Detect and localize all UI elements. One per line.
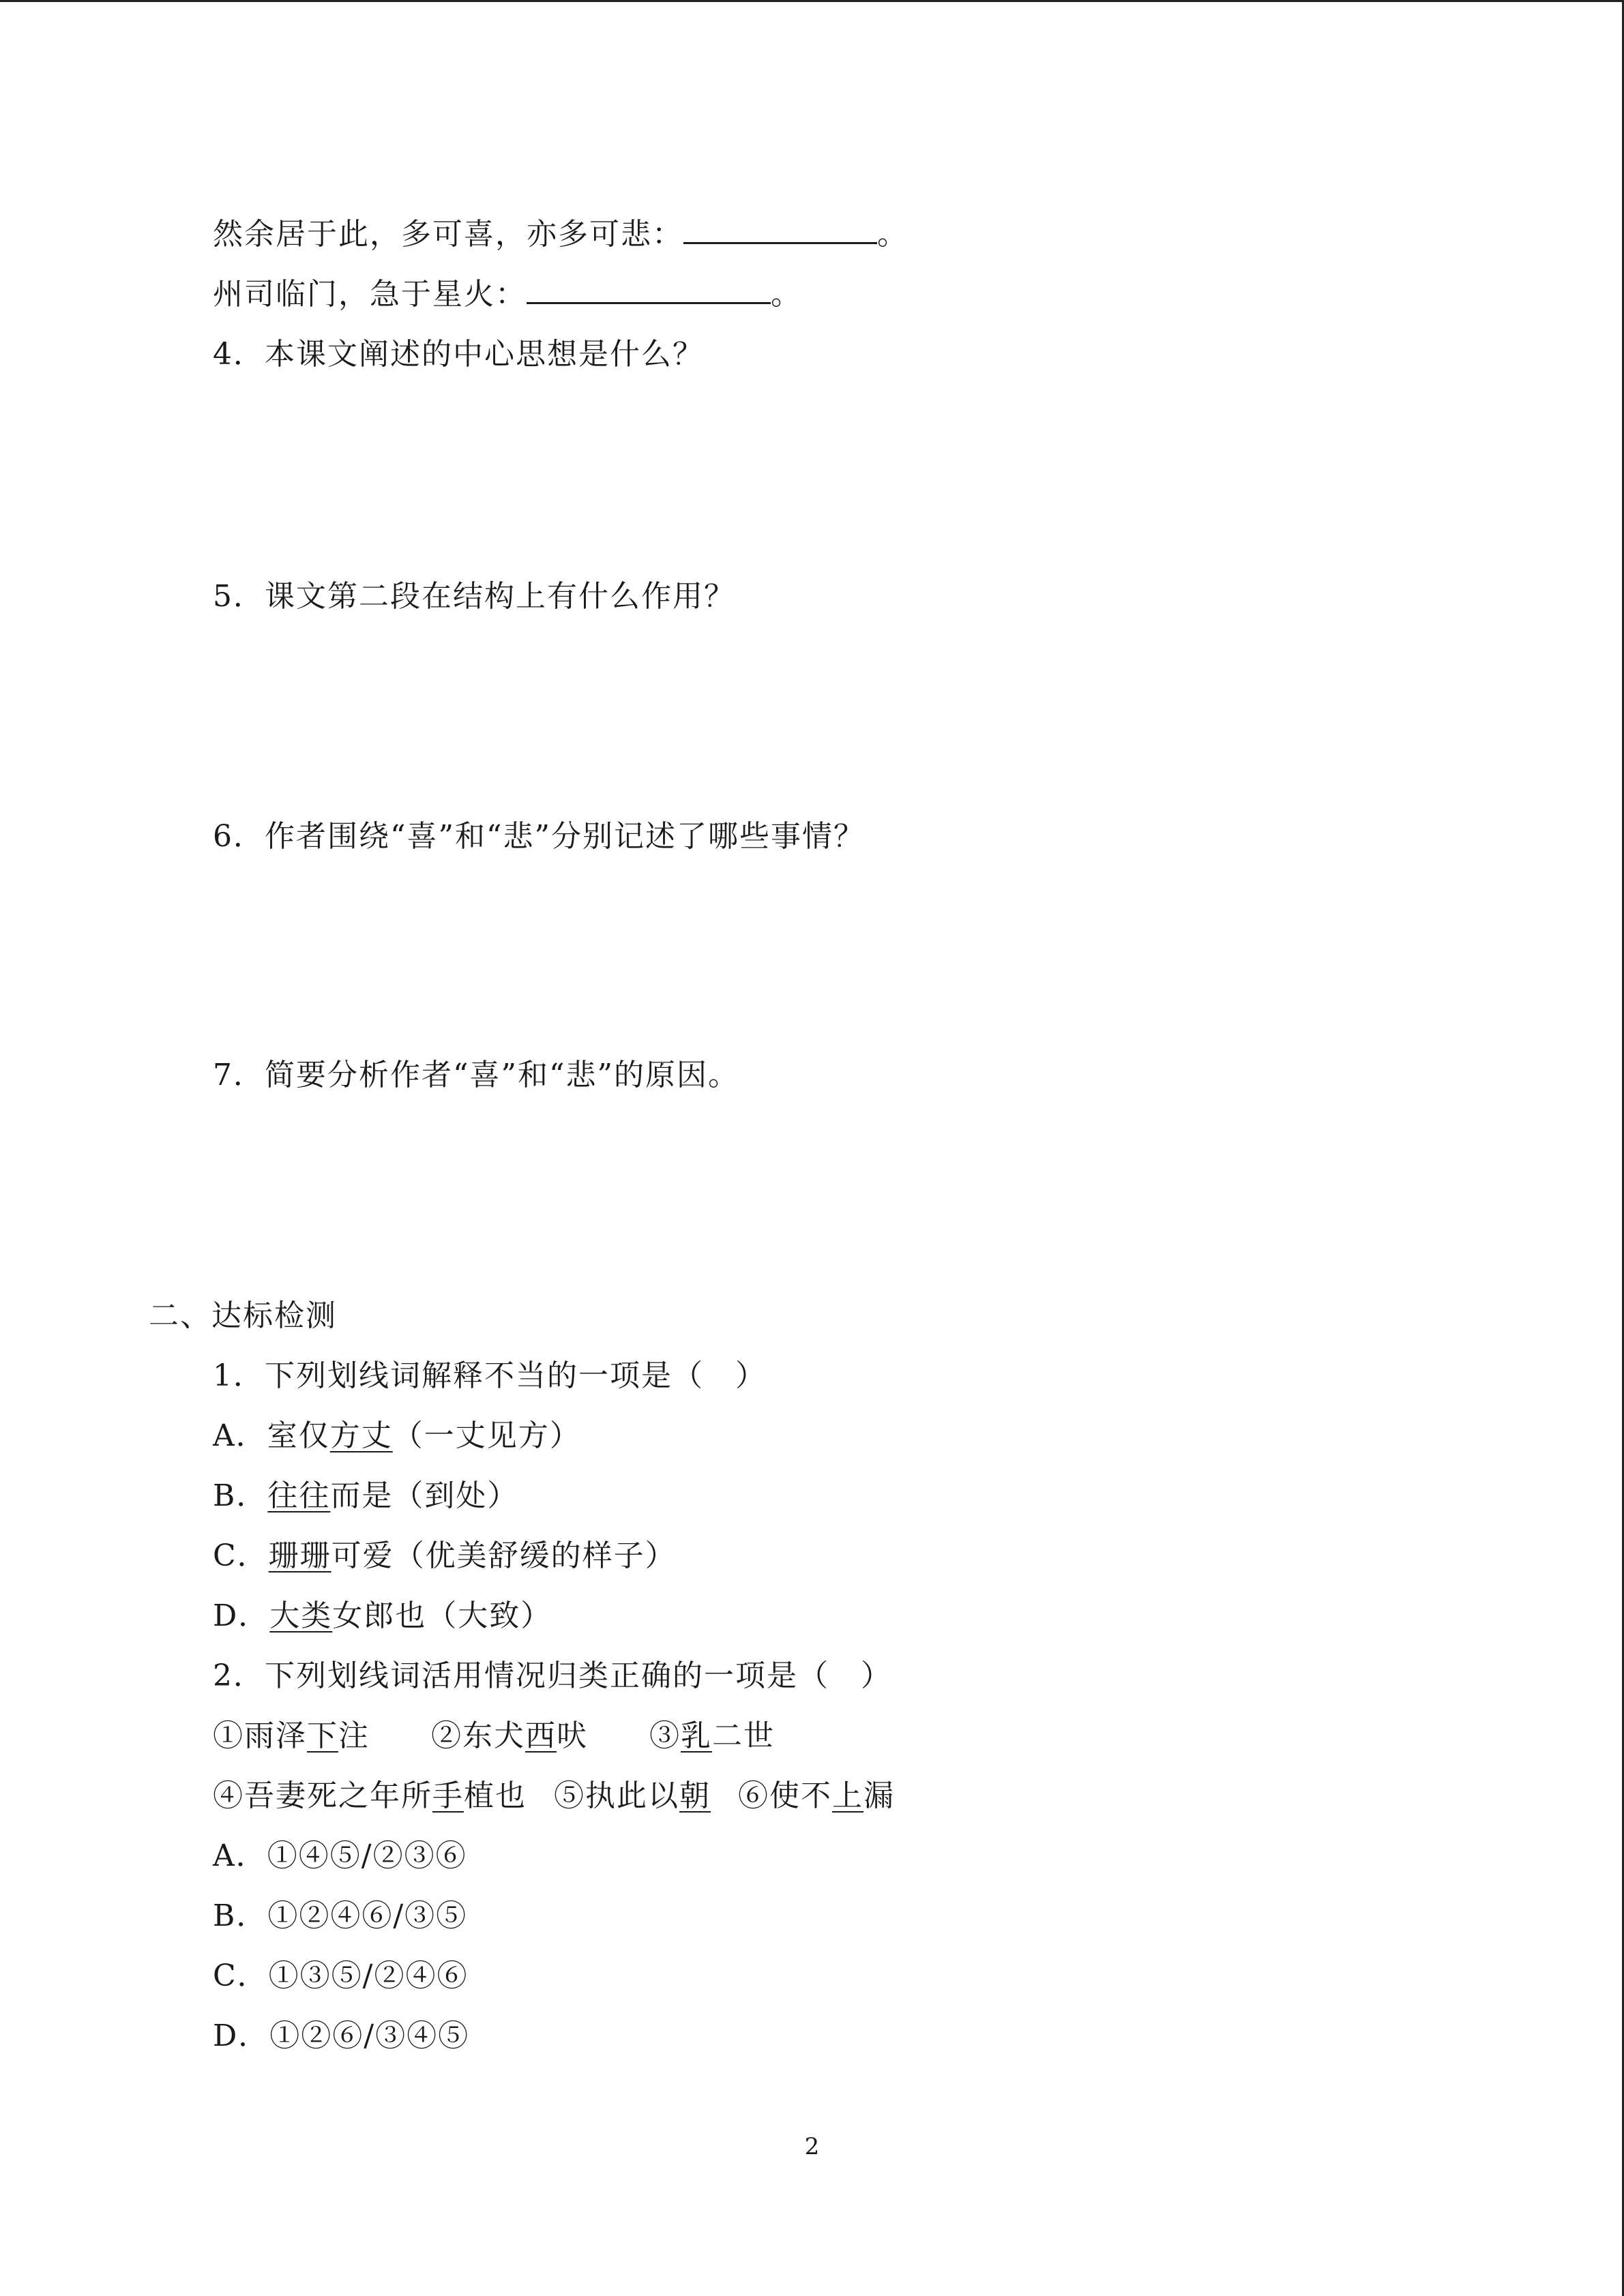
question-4 [213,334,704,375]
option-letter: A． [213,1418,267,1453]
s2-q2-option-c[interactable] [213,1956,469,1997]
item-1: ①雨泽下注 [213,1718,370,1753]
item-4: ④吾妻死之年所手植也 [213,1778,527,1813]
option-text: ①②⑥/③④⑤ [269,2018,470,2053]
s2-q2-option-d[interactable] [213,2016,469,2057]
option-letter: D． [213,1598,270,1633]
option-text: ①②④⑥/③⑤ [267,1898,468,1933]
s2-question-1-stem: 1．下列划线词解释不当的一项是（ ） [213,1358,767,1393]
s2-q1-option-d[interactable] [213,1596,552,1637]
question-6-num: 6． [213,819,265,854]
option-post-text: 而是（到处） [330,1478,519,1513]
option-letter: B． [213,1898,268,1933]
item-3: ③乳二世 [649,1718,775,1753]
underlined-word: 方丈 [329,1418,393,1453]
option-pre-text: 室仅 [267,1418,330,1453]
fill-line-1-end: 。 [877,217,909,252]
s2-q2-items-row-2 [213,1776,895,1817]
option-text: ①③⑤/②④⑥ [268,1958,469,1993]
question-5 [213,576,735,617]
answer-blank-1[interactable] [683,215,877,244]
question-4-text: 本课文阐述的中心思想是什么？ [265,337,704,372]
s2-q2-items-row-1 [213,1716,775,1757]
s2-question-2-stem: 2．下列划线词活用情况归类正确的一项是（ ） [213,1658,892,1693]
s2-q1-option-c[interactable] [213,1536,677,1577]
item-6: ⑥使不上漏 [738,1778,895,1813]
question-7 [213,1055,739,1096]
option-letter: A． [213,1838,267,1873]
fill-line-1-text: 然余居于此，多可喜，亦多可悲： [213,217,683,252]
option-letter: B． [213,1478,268,1513]
fill-line-1 [213,214,909,255]
question-6 [213,816,865,857]
answer-blank-2[interactable] [527,275,771,304]
item-2: ②东犬西吠 [431,1718,588,1753]
item-5: ⑤执此以朝 [554,1778,711,1813]
option-text: ①④⑤/②③⑥ [267,1838,467,1873]
option-letter: C． [213,1958,269,1993]
option-post-text: 女郎也（大致） [332,1598,552,1633]
question-6-text: 作者围绕“喜”和“悲”分别记述了哪些事情？ [265,819,865,854]
option-letter: D． [213,2018,270,2053]
underlined-word: 大类 [269,1598,333,1633]
fill-line-2 [213,274,802,315]
section-2-title: 二、达标检测 [149,1298,337,1333]
fill-line-2-end: 。 [771,277,802,312]
option-post-text: 可爱（优美舒缓的样子） [331,1538,677,1573]
s2-q2-option-a[interactable] [213,1836,467,1877]
question-5-text: 课文第二段在结构上有什么作用？ [265,579,735,614]
underlined-word: 往往 [267,1478,331,1513]
question-7-num: 7． [213,1058,265,1092]
fill-line-2-text: 州司临门，急于星火： [213,277,527,312]
question-4-num: 4． [213,337,265,372]
s2-q1-option-a[interactable] [213,1416,581,1457]
option-post-text: （一丈见方） [392,1418,581,1453]
page-number: 2 [804,2133,820,2160]
page-top-border [0,0,1624,2]
option-letter: C． [213,1538,269,1573]
question-7-text: 简要分析作者“喜”和“悲”的原因。 [265,1058,739,1092]
s2-q2-option-b[interactable] [213,1896,467,1937]
question-5-num: 5． [213,579,265,614]
underlined-word: 珊珊 [268,1538,331,1573]
s2-q1-option-b[interactable] [213,1476,518,1517]
